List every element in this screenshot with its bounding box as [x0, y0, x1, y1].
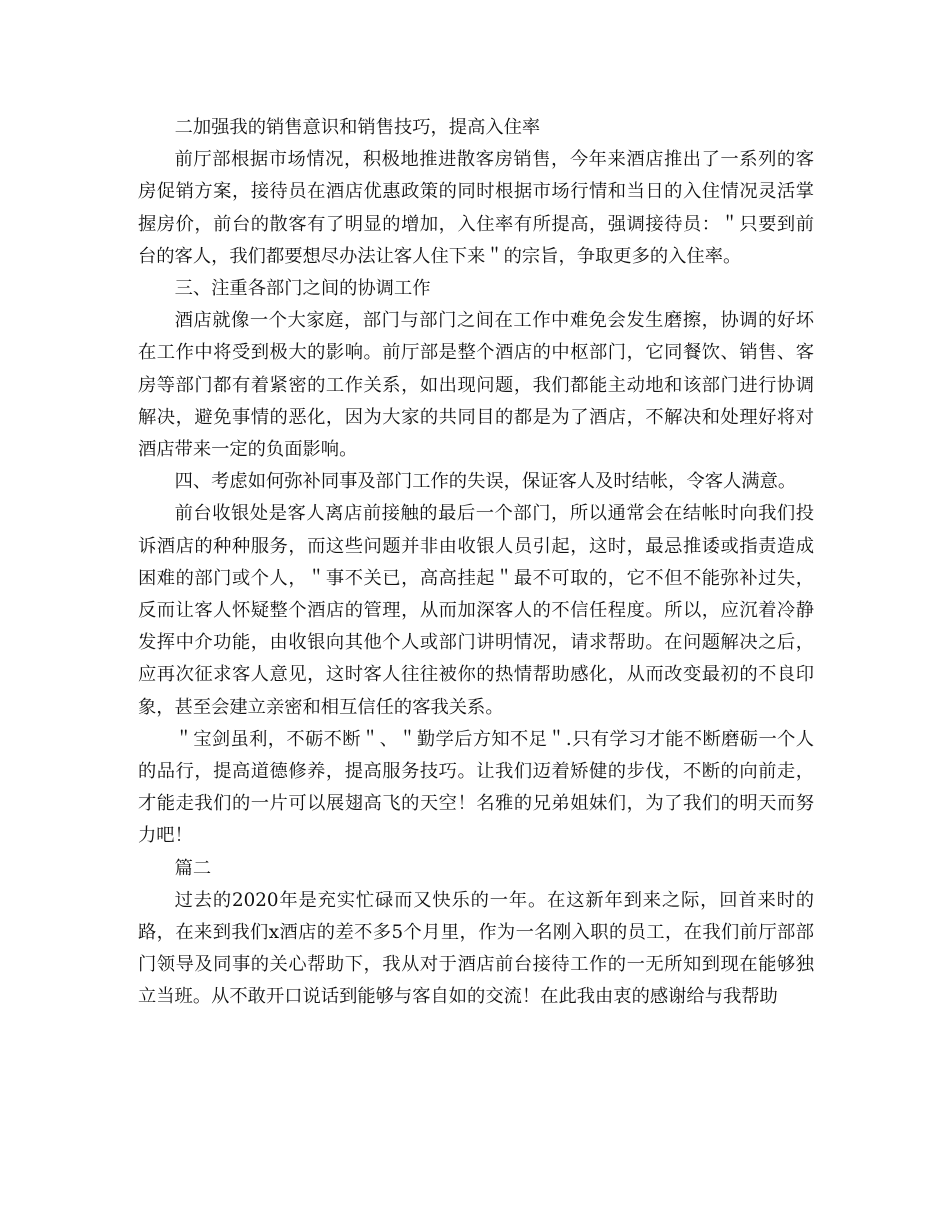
body-paragraph: 前厅部根据市场情况，积极地推进散客房销售，今年来酒店推出了一系列的客房促销方案，接待员在酒店优惠政策的同时根据市场行情和当日的入住情况灵活掌握房价，前台的散客有了明显的增加，入住率有所提高，强调接待员：＂只要到前台的客人，我们都要想尽办法让客人住下来＂的宗旨，争取更多的入住率。: [138, 149, 814, 267]
body-paragraph: 前台收银处是客人离店前接触的最后一个部门，所以通常会在结帐时向我们投诉酒店的种种服务，而这些问题并非由收银人员引起，这时，最忌推诿或指责造成困难的部门或个人，＂事不关已，高高挂起＂最不可取的，它不但不能弥补过失，反而让客人怀疑整个酒店的管理，从而加深客人的不信任程度。所以，应沉着冷静发挥中介功能，由收银向其他个人或部门讲明情况，请求帮助。在问题解决之后，应再次征求客人意见，这时客人往往被你的热情帮助感化，从而改变最初的不良印象，甚至会建立亲密和相互信任的客我关系。: [138, 503, 814, 718]
body-paragraph: ＂宝剑虽利，不砺不断＂、＂勤学后方知不足＂.只有学习才能不断磨砺一个人的品行，提高道德修养，提高服务技巧。让我们迈着矫健的步伐，不断的向前走，才能走我们的一片可以展翅高飞的天空！名雅的兄弟姐妹们，为了我们的明天而努力吧！: [138, 728, 814, 847]
section-heading: 三、注重各部门之间的协调工作: [174, 278, 431, 300]
document-body: [138, 112, 814, 1014]
section-heading: 二加强我的销售意识和销售技巧，提高入住率: [174, 117, 541, 138]
part-heading: 篇二: [174, 857, 212, 879]
body-paragraph: 过去的2020年是充实忙碌而又快乐的一年。在这新年到来之际，回首来时的路，在来到我们x酒店的差不多5个月里，作为一名刚入职的员工，在我们前厅部部门领导及同事的关心帮助下，我从对于酒店前台接待工作的一无所知到现在能够独立当班。从不敢开口说话到能够与客自如的交流！在此我由衷的感谢给与我帮助: [138, 889, 814, 1008]
section-heading: 四、考虑如何弥补同事及部门工作的失误，保证客人及时结帐，令客人满意。: [174, 471, 797, 493]
body-paragraph: 酒店就像一个大家庭，部门与部门之间在工作中难免会发生磨擦，协调的好坏在工作中将受到极大的影响。前厅部是整个酒店的中枢部门，它同餐饮、销售、客房等部门都有着紧密的工作关系，如出现问题，我们都能主动地和该部门进行协调解决，避免事情的恶化，因为大家的共同目的都是为了酒店，不解决和处理好将对酒店带来一定的负面影响。: [138, 310, 814, 461]
